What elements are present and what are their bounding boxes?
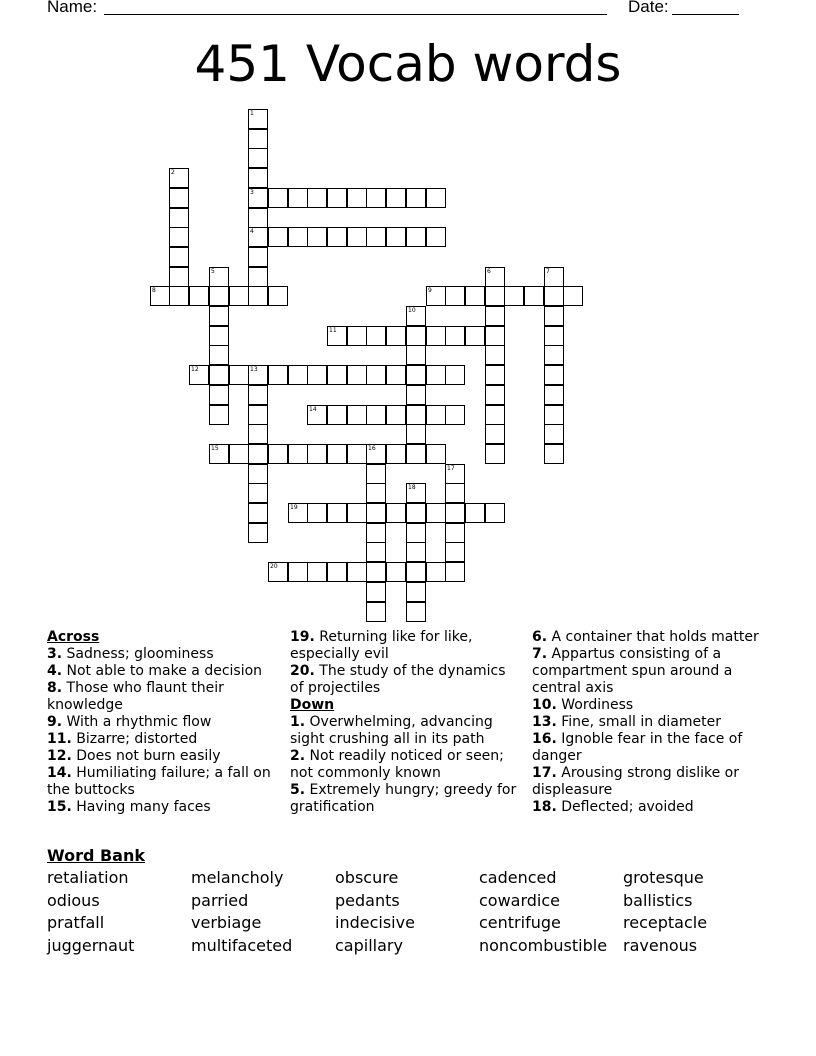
crossword-cell[interactable] <box>485 306 505 326</box>
cell-number: 5 <box>211 268 215 275</box>
crossword-cell[interactable] <box>563 286 583 306</box>
word-bank-item: centrifuge <box>479 913 561 932</box>
crossword-cell[interactable] <box>248 503 268 523</box>
crossword-cell[interactable] <box>485 503 505 523</box>
clue-text: Fine, small in diameter <box>556 714 721 730</box>
cell-number: 16 <box>368 445 376 452</box>
clue-column-1 <box>47 629 277 816</box>
name-label: Name: <box>47 0 98 16</box>
across-clue <box>290 663 520 697</box>
crossword-cell[interactable] <box>189 365 209 385</box>
crossword-cell[interactable] <box>366 503 386 523</box>
clue-text: Humiliating failure; a fall on the buttocks <box>47 765 271 798</box>
crossword-cell[interactable] <box>485 365 505 385</box>
crossword-cell[interactable] <box>268 444 288 464</box>
crossword-cell[interactable] <box>426 326 446 346</box>
crossword-cell[interactable] <box>268 227 288 247</box>
clue-text: Does not burn easily <box>71 748 221 764</box>
crossword-cell[interactable] <box>209 306 229 326</box>
crossword-cell[interactable] <box>268 365 288 385</box>
crossword-cell[interactable] <box>347 326 367 346</box>
crossword-cell[interactable] <box>406 523 426 543</box>
clue-number: 20. <box>290 663 315 679</box>
word-bank-item: odious <box>47 891 100 910</box>
word-bank-item: pratfall <box>47 913 105 932</box>
crossword-cell[interactable] <box>426 365 446 385</box>
crossword-cell[interactable] <box>406 424 426 444</box>
clue-text: Returning like for like, especially evil <box>290 629 473 662</box>
crossword-cell[interactable] <box>307 444 327 464</box>
crossword-cell[interactable] <box>366 444 386 464</box>
crossword-cell[interactable] <box>366 326 386 346</box>
clue-text: Arousing strong dislike or displeasure <box>532 765 739 798</box>
word-bank-item: grotesque <box>623 868 704 887</box>
clue-text: The study of the dynamics of projectiles <box>290 663 506 696</box>
across-clue <box>290 629 520 663</box>
crossword-cell[interactable] <box>426 503 446 523</box>
crossword-cell[interactable] <box>406 602 426 622</box>
clue-number: 3. <box>47 646 63 662</box>
crossword-cell[interactable] <box>248 365 268 385</box>
clue-text: With a rhythmic flow <box>62 714 212 730</box>
crossword-cell[interactable] <box>307 405 327 425</box>
crossword-cell[interactable] <box>169 247 189 267</box>
cell-number: 2 <box>171 169 175 176</box>
clue-number: 11. <box>47 731 72 747</box>
word-bank-item: receptacle <box>623 913 708 932</box>
crossword-cell[interactable] <box>445 405 465 425</box>
word-bank-item: capillary <box>335 936 403 955</box>
crossword-cell[interactable] <box>406 503 426 523</box>
crossword-cell[interactable] <box>366 227 386 247</box>
crossword-cell[interactable] <box>347 562 367 582</box>
clue-number: 9. <box>47 714 63 730</box>
crossword-cell[interactable] <box>406 483 426 503</box>
crossword-cell[interactable] <box>366 365 386 385</box>
clue-text: Overwhelming, advancing sight crushing all in its path <box>290 714 493 747</box>
page-title: 451 Vocab words <box>194 35 622 93</box>
across-clue <box>47 680 277 714</box>
word-bank-title: Word Bank <box>47 846 146 865</box>
crossword-cell[interactable] <box>485 424 505 444</box>
crossword-cell[interactable] <box>544 385 564 405</box>
word-bank-list <box>47 867 767 967</box>
cell-number: 8 <box>152 287 156 294</box>
crossword-cell[interactable] <box>248 227 268 247</box>
crossword-cell[interactable] <box>347 188 367 208</box>
crossword-cell[interactable] <box>445 286 465 306</box>
clue-number: 1. <box>290 714 306 730</box>
crossword-cell[interactable] <box>327 188 347 208</box>
crossword-cell[interactable] <box>485 326 505 346</box>
crossword-cell[interactable] <box>406 582 426 602</box>
down-heading: Down <box>290 697 335 713</box>
crossword-cell[interactable] <box>426 444 446 464</box>
cell-number: 14 <box>309 406 317 413</box>
crossword-cell[interactable] <box>248 109 268 129</box>
crossword-cell[interactable] <box>544 326 564 346</box>
clue-text: Not able to make a decision <box>62 663 263 679</box>
date-label: Date: <box>628 0 669 16</box>
across-clue <box>47 646 277 663</box>
crossword-cell[interactable] <box>327 444 347 464</box>
crossword-cell[interactable] <box>288 227 308 247</box>
crossword-cell[interactable] <box>327 562 347 582</box>
cell-number: 12 <box>191 366 199 373</box>
crossword-cell[interactable] <box>307 365 327 385</box>
across-clue <box>47 748 277 765</box>
crossword-cell[interactable] <box>209 365 229 385</box>
crossword-cell[interactable] <box>307 562 327 582</box>
crossword-cell[interactable] <box>248 483 268 503</box>
crossword-cell[interactable] <box>327 503 347 523</box>
crossword-cell[interactable] <box>406 306 426 326</box>
cell-number: 1 <box>250 110 254 117</box>
crossword-cell[interactable] <box>485 286 505 306</box>
crossword-cell[interactable] <box>248 247 268 267</box>
word-bank-item: obscure <box>335 868 399 887</box>
crossword-cell[interactable] <box>485 444 505 464</box>
crossword-cell[interactable] <box>327 405 347 425</box>
word-bank-item: melancholy <box>191 868 284 887</box>
cell-number: 9 <box>428 287 432 294</box>
across-clue <box>47 731 277 748</box>
crossword-cell[interactable] <box>445 562 465 582</box>
crossword-cell[interactable] <box>248 148 268 168</box>
clue-column-3 <box>532 629 762 816</box>
crossword-cell[interactable] <box>307 503 327 523</box>
crossword-cell[interactable] <box>288 444 308 464</box>
crossword-cell[interactable] <box>169 208 189 228</box>
crossword-cell[interactable] <box>445 503 465 523</box>
crossword-cell[interactable] <box>366 188 386 208</box>
clue-text: Not readily noticed or seen; not commonly known <box>290 748 504 781</box>
crossword-cell[interactable] <box>248 405 268 425</box>
clue-number: 10. <box>532 697 557 713</box>
crossword-cell[interactable] <box>248 444 268 464</box>
crossword-cell[interactable] <box>406 562 426 582</box>
crossword-cell[interactable] <box>347 365 367 385</box>
crossword-cell[interactable] <box>229 444 249 464</box>
crossword-cell[interactable] <box>406 542 426 562</box>
down-clue <box>290 748 520 782</box>
crossword-cell[interactable] <box>327 365 347 385</box>
crossword-cell[interactable] <box>169 168 189 188</box>
crossword-cell[interactable] <box>544 345 564 365</box>
clue-number: 17. <box>532 765 557 781</box>
crossword-cell[interactable] <box>288 365 308 385</box>
clue-text: Appartus consisting of a compartment spun around a central axis <box>532 646 733 696</box>
cell-number: 4 <box>250 228 254 235</box>
crossword-cell[interactable] <box>189 286 209 306</box>
cell-number: 13 <box>250 366 258 373</box>
down-clue <box>532 646 762 697</box>
crossword-cell[interactable] <box>485 405 505 425</box>
word-bank-item: ballistics <box>623 891 693 910</box>
crossword-cell[interactable] <box>268 286 288 306</box>
crossword-cell[interactable] <box>248 129 268 149</box>
crossword-cell[interactable] <box>209 385 229 405</box>
cell-number: 17 <box>447 465 455 472</box>
word-bank-item: verbiage <box>191 913 262 932</box>
crossword-cell[interactable] <box>406 365 426 385</box>
clue-number: 7. <box>532 646 548 662</box>
crossword-cell[interactable] <box>169 188 189 208</box>
across-clue <box>47 765 277 799</box>
down-clue <box>290 714 520 748</box>
crossword-cell[interactable] <box>426 227 446 247</box>
word-bank-item: cadenced <box>479 868 557 887</box>
crossword-cell[interactable] <box>426 286 446 306</box>
cell-number: 11 <box>329 327 337 334</box>
cell-number: 20 <box>270 563 278 570</box>
crossword-cell[interactable] <box>169 267 189 287</box>
crossword-cell[interactable] <box>465 503 485 523</box>
word-bank-item: retaliation <box>47 868 129 887</box>
crossword-cell[interactable] <box>465 326 485 346</box>
crossword-cell[interactable] <box>209 444 229 464</box>
crossword-cell[interactable] <box>209 286 229 306</box>
clue-text: A container that holds matter <box>547 629 759 645</box>
clue-text: Ignoble fear in the face of danger <box>532 731 743 764</box>
word-bank-item: cowardice <box>479 891 561 910</box>
crossword-cell[interactable] <box>366 464 386 484</box>
crossword-cell[interactable] <box>445 523 465 543</box>
down-clue <box>532 765 762 799</box>
crossword-cell[interactable] <box>406 385 426 405</box>
word-bank-item: multifaceted <box>191 936 293 955</box>
crossword-cell[interactable] <box>445 365 465 385</box>
clue-number: 14. <box>47 765 72 781</box>
crossword-cell[interactable] <box>229 286 249 306</box>
clue-number: 4. <box>47 663 63 679</box>
crossword-cell[interactable] <box>406 345 426 365</box>
word-bank-item: juggernaut <box>47 936 135 955</box>
cell-number: 19 <box>290 504 298 511</box>
down-clue <box>532 714 762 731</box>
crossword-cell[interactable] <box>485 267 505 287</box>
clue-text: Sadness; gloominess <box>62 646 214 662</box>
across-clue <box>47 714 277 731</box>
crossword-cell[interactable] <box>366 523 386 543</box>
word-bank-item: pedants <box>335 891 400 910</box>
crossword-cell[interactable] <box>406 188 426 208</box>
crossword-cell[interactable] <box>248 208 268 228</box>
crossword-cell[interactable] <box>248 168 268 188</box>
crossword-cell[interactable] <box>406 227 426 247</box>
crossword-cell[interactable] <box>327 326 347 346</box>
crossword-cell[interactable] <box>544 267 564 287</box>
clue-text: Extremely hungry; greedy for gratification <box>290 782 517 815</box>
down-clue <box>290 782 520 816</box>
crossword-cell[interactable] <box>544 405 564 425</box>
crossword-cell[interactable] <box>248 464 268 484</box>
across-clue <box>47 663 277 680</box>
across-clue <box>47 799 277 816</box>
crossword-cell[interactable] <box>406 326 426 346</box>
clue-text: Bizarre; distorted <box>71 731 198 747</box>
clue-text: Those who flaunt their knowledge <box>47 680 224 713</box>
crossword-cell[interactable] <box>386 326 406 346</box>
crossword-cell[interactable] <box>366 582 386 602</box>
word-bank-item: parried <box>191 891 249 910</box>
crossword-cell[interactable] <box>366 542 386 562</box>
crossword-cell[interactable] <box>248 523 268 543</box>
crossword-cell[interactable] <box>209 345 229 365</box>
crossword-cell[interactable] <box>504 286 524 306</box>
crossword-cell[interactable] <box>288 562 308 582</box>
crossword-cell[interactable] <box>229 365 249 385</box>
clue-number: 18. <box>532 799 557 815</box>
cell-number: 18 <box>408 484 416 491</box>
crossword-cell[interactable] <box>248 267 268 287</box>
down-clue <box>532 697 762 714</box>
crossword-cell[interactable] <box>445 542 465 562</box>
crossword-cell[interactable] <box>366 483 386 503</box>
crossword-cell[interactable] <box>544 424 564 444</box>
crossword-cell[interactable] <box>426 188 446 208</box>
crossword-cell[interactable] <box>347 444 367 464</box>
word-bank-item: noncombustible <box>479 936 608 955</box>
clue-text: Having many faces <box>71 799 211 815</box>
crossword-cell[interactable] <box>307 227 327 247</box>
down-clue <box>532 629 762 646</box>
crossword-cell[interactable] <box>544 306 564 326</box>
crossword-cell[interactable] <box>465 286 485 306</box>
crossword-cell[interactable] <box>386 227 406 247</box>
crossword-cell[interactable] <box>386 365 406 385</box>
crossword-cell[interactable] <box>248 424 268 444</box>
clue-number: 8. <box>47 680 63 696</box>
cell-number: 3 <box>250 189 254 196</box>
crossword-cell[interactable] <box>288 503 308 523</box>
clue-number: 6. <box>532 629 548 645</box>
across-heading: Across <box>47 629 100 645</box>
crossword-cell[interactable] <box>347 503 367 523</box>
crossword-cell[interactable] <box>347 227 367 247</box>
crossword-cell[interactable] <box>268 188 288 208</box>
crossword-cell[interactable] <box>544 444 564 464</box>
clue-number: 16. <box>532 731 557 747</box>
clue-column-2 <box>290 629 520 816</box>
crossword-cell[interactable] <box>406 444 426 464</box>
crossword-cell[interactable] <box>386 444 406 464</box>
clue-text: Wordiness <box>556 697 634 713</box>
crossword-cell[interactable] <box>288 188 308 208</box>
word-bank-item: indecisive <box>335 913 415 932</box>
down-clue <box>532 799 762 816</box>
crossword-cell[interactable] <box>248 188 268 208</box>
cell-number: 10 <box>408 307 416 314</box>
clue-number: 19. <box>290 629 315 645</box>
crossword-cell[interactable] <box>169 286 189 306</box>
crossword-cell[interactable] <box>209 326 229 346</box>
crossword-cell[interactable] <box>366 405 386 425</box>
crossword-cell[interactable] <box>366 602 386 622</box>
crossword-cell[interactable] <box>386 405 406 425</box>
crossword-cell[interactable] <box>307 188 327 208</box>
crossword-cell[interactable] <box>426 562 446 582</box>
clue-number: 15. <box>47 799 72 815</box>
crossword-cell[interactable] <box>406 405 426 425</box>
crossword-cell[interactable] <box>169 227 189 247</box>
clue-number: 5. <box>290 782 306 798</box>
cell-number: 6 <box>487 268 491 275</box>
crossword-cell[interactable] <box>445 464 465 484</box>
word-bank-item: ravenous <box>623 936 698 955</box>
crossword-cell[interactable] <box>445 483 465 503</box>
crossword-cell[interactable] <box>386 562 406 582</box>
crossword-cell[interactable] <box>248 385 268 405</box>
crossword-cell[interactable] <box>366 562 386 582</box>
crossword-cell[interactable] <box>485 385 505 405</box>
crossword-cell[interactable] <box>524 286 544 306</box>
cell-number: 15 <box>211 445 219 452</box>
down-clue <box>532 731 762 765</box>
crossword-cell[interactable] <box>544 365 564 385</box>
crossword-cell[interactable] <box>445 326 465 346</box>
crossword-cell[interactable] <box>150 286 170 306</box>
crossword-cell[interactable] <box>327 227 347 247</box>
crossword-cell[interactable] <box>544 286 564 306</box>
crossword-cell[interactable] <box>209 405 229 425</box>
clue-number: 12. <box>47 748 72 764</box>
clue-number: 13. <box>532 714 557 730</box>
crossword-cell[interactable] <box>347 405 367 425</box>
word-bank <box>47 845 767 967</box>
crossword-cell[interactable] <box>248 286 268 306</box>
crossword-cell[interactable] <box>386 503 406 523</box>
clue-number: 2. <box>290 748 306 764</box>
crossword-cell[interactable] <box>386 188 406 208</box>
crossword-cell[interactable] <box>485 345 505 365</box>
crossword-cell[interactable] <box>268 562 288 582</box>
clue-text: Deflected; avoided <box>556 799 694 815</box>
crossword-cell[interactable] <box>426 405 446 425</box>
crossword-cell[interactable] <box>209 267 229 287</box>
cell-number: 7 <box>546 268 550 275</box>
